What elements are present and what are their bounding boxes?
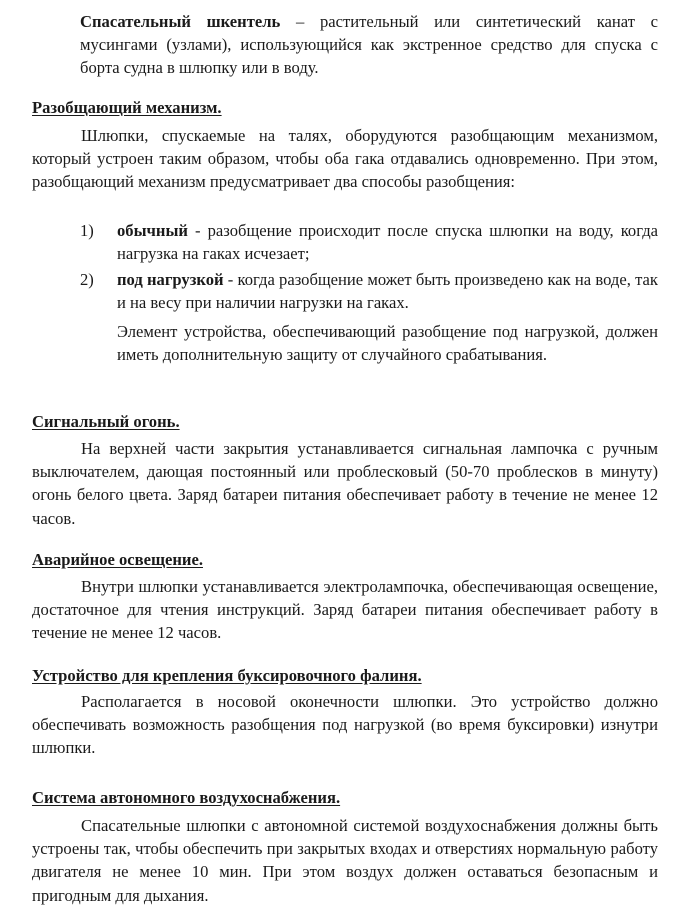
heading-signal-light: Сигнальный огонь. [32, 412, 180, 431]
heading-emergency-lighting: Аварийное освещение. [32, 550, 203, 569]
release-item-1-text: - разобщение происходит после спуска шлюпки на воду, когда нагрузка на гаках исчезает; [117, 221, 658, 264]
release-item-1-number: 1) [80, 221, 94, 240]
release-note: Элемент устройства, обеспечивающий разобщение под нагрузкой, должен иметь дополнительную защиту от случайного срабатывания. [117, 322, 658, 365]
release-item-1 [80, 219, 658, 265]
release-item-2-number: 2) [80, 270, 94, 289]
heading-release-mechanism: Разобщающий механизм. [32, 98, 222, 117]
intro-term: Спасательный шкентель [80, 12, 281, 31]
release-paragraph: Шлюпки, спускаемые на талях, оборудуются разобщающим механизмом, который устроен таким образом, чтобы оба гака отдавались одновременно. При этом, разобщающий механизм предусматривает два способы разобщения: [32, 126, 658, 192]
release-item-2 [80, 268, 658, 314]
signal-paragraph: На верхней части закрытия устанавливается сигнальная лампочка с ручным выключателем, дающая постоянный или проблесковый (50-70 проблесков в минуту) огонь белого цвета. Заряд батареи питания обеспечивает работу в течение не менее 12 часов. [32, 439, 658, 528]
release-item-2-text: - когда разобщение может быть произведено как на воде, так и на весу при наличии нагрузки на гаках. [117, 270, 658, 313]
heading-towing-device: Устройство для крепления буксировочного фалиня. [32, 666, 422, 685]
intro-definition: – растительный или синтетический канат с мусингами (узлами), использующийся как экстренное средство для спуска с борта судна в шлюпку или в воду. [80, 12, 658, 78]
release-item-1-term: обычный [117, 221, 188, 240]
heading-air-supply: Система автономного воздухоснабжения. [32, 788, 341, 807]
towing-paragraph: Располагается в носовой оконечности шлюпки. Это устройство должно обеспечивать возможность разобщения под нагрузкой (во время буксировки) изнутри шлюпки. [32, 692, 658, 758]
emergency-paragraph: Внутри шлюпки устанавливается электролампочка, обеспечивающая освещение, достаточное для чтения инструкций. Заряд батареи питания обеспечивает работу в течение не менее 12 часов. [32, 577, 658, 643]
release-item-2-term: под нагрузкой [117, 270, 224, 289]
air-paragraph: Спасательные шлюпки с автономной системой воздухоснабжения должны быть устроены так, чтобы обеспечить при закрытых входах и отверстиях нормальную работу двигателя не менее 10 мин. При этом воздух должен оставаться безопасным и пригодным для дыхания. [32, 816, 658, 905]
intro-paragraph [80, 10, 658, 80]
